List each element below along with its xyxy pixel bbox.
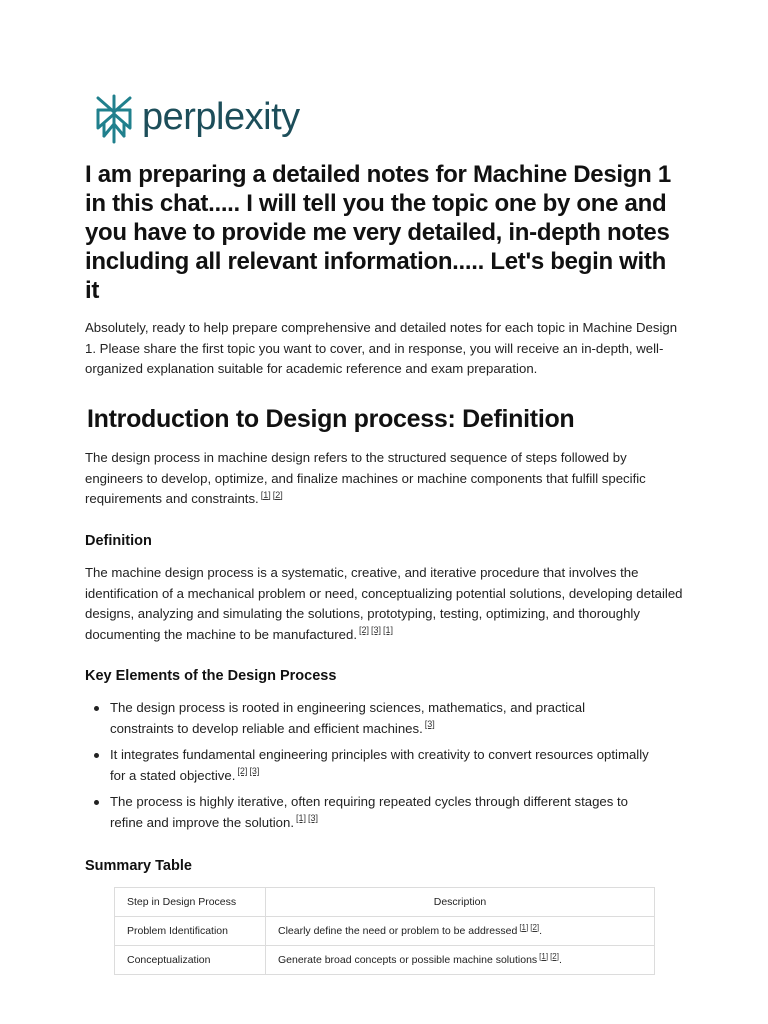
list-item [92,745,652,786]
sentence-end: . [558,954,562,966]
citation-link[interactable]: [3] [308,813,319,824]
citation-link[interactable]: [3] [371,625,382,636]
table-header-row [115,888,655,917]
citation-link[interactable]: [1] [539,951,549,961]
key-elements-list [92,698,652,839]
brand-name: perplexity [142,96,300,138]
definition-heading: Definition [85,533,152,549]
citation-link[interactable]: [2] [530,922,540,932]
citation-link[interactable]: [1] [519,922,529,932]
table-cell-step: Problem Identification [115,917,266,946]
citation-link[interactable]: [3] [249,766,260,777]
citation-link[interactable]: [1] [296,813,307,824]
lead-text: The design process in machine design refers to the structured sequence of steps followed by engineers to develop, optimize, and finalize machines or machine components that fulfill specific requirements and constraints. [85,450,646,506]
list-item-text: The process is highly iterative, often requiring repeated cycles through different stages to refine and improve the solution. [110,794,629,830]
citation-link[interactable]: [1] [260,489,271,500]
question-title: I am preparing a detailed notes for Machine Design 1 in this chat..... I will tell you the topic one by one and you have to provide me very detailed, in-depth notes including all relevant information..... Let's begin with it [85,161,671,304]
section-heading: Introduction to Design process: Definition [87,405,575,433]
definition-text: The machine design process is a systematic, creative, and iterative procedure that involves the identification of a mechanical problem or need, conceptualizing potential solutions, developing detailed designs, analyzing and simulating the solutions, prototyping, testing, optimizing, and thoroughly documenting the machine to be manufactured. [85,565,683,642]
perplexity-logo [94,94,300,144]
summary-table [114,887,655,975]
list-item-text: The design process is rooted in engineering sciences, mathematics, and practical constraints to develop reliable and efficient machines. [110,700,586,736]
description-text: Generate broad concepts or possible machine solutions [278,954,538,966]
sentence-end: . [539,925,543,937]
table-cell-step: Conceptualization [115,946,266,975]
description-text: Clearly define the need or problem to be addressed [278,925,518,937]
intro-paragraph: Absolutely, ready to help prepare comprehensive and detailed notes for each topic in Machine Design 1. Please share the first topic you want to cover, and in response, you will receive an in-depth, well-organized explanation suitable for academic reference and exam preparation. [85,320,678,376]
citation-link[interactable]: [1] [383,625,394,636]
citation-link[interactable]: [2] [358,625,369,636]
key-elements-heading: Key Elements of the Design Process [85,668,337,684]
definition-paragraph [85,563,685,645]
bullet-icon [94,800,99,805]
citation-link[interactable]: [2] [237,766,248,777]
lead-paragraph [85,448,685,510]
summary-table-heading: Summary Table [85,858,192,874]
bullet-icon [94,753,99,758]
list-item-text: It integrates fundamental engineering principles with creativity to convert resources optimally for a stated objective. [110,747,649,783]
citation-link[interactable]: [3] [424,719,435,730]
bullet-icon [94,706,99,711]
table-row [115,917,655,946]
table-row [115,946,655,975]
table-cell-description [266,946,655,975]
citation-link[interactable]: [2] [272,489,283,500]
list-item [92,698,652,739]
table-cell-description [266,917,655,946]
table-header-description: Description [266,888,655,917]
list-item [92,792,652,833]
perplexity-logo-icon [94,94,134,144]
table-header-step: Step in Design Process [115,888,266,917]
citation-link[interactable]: [2] [550,951,559,961]
